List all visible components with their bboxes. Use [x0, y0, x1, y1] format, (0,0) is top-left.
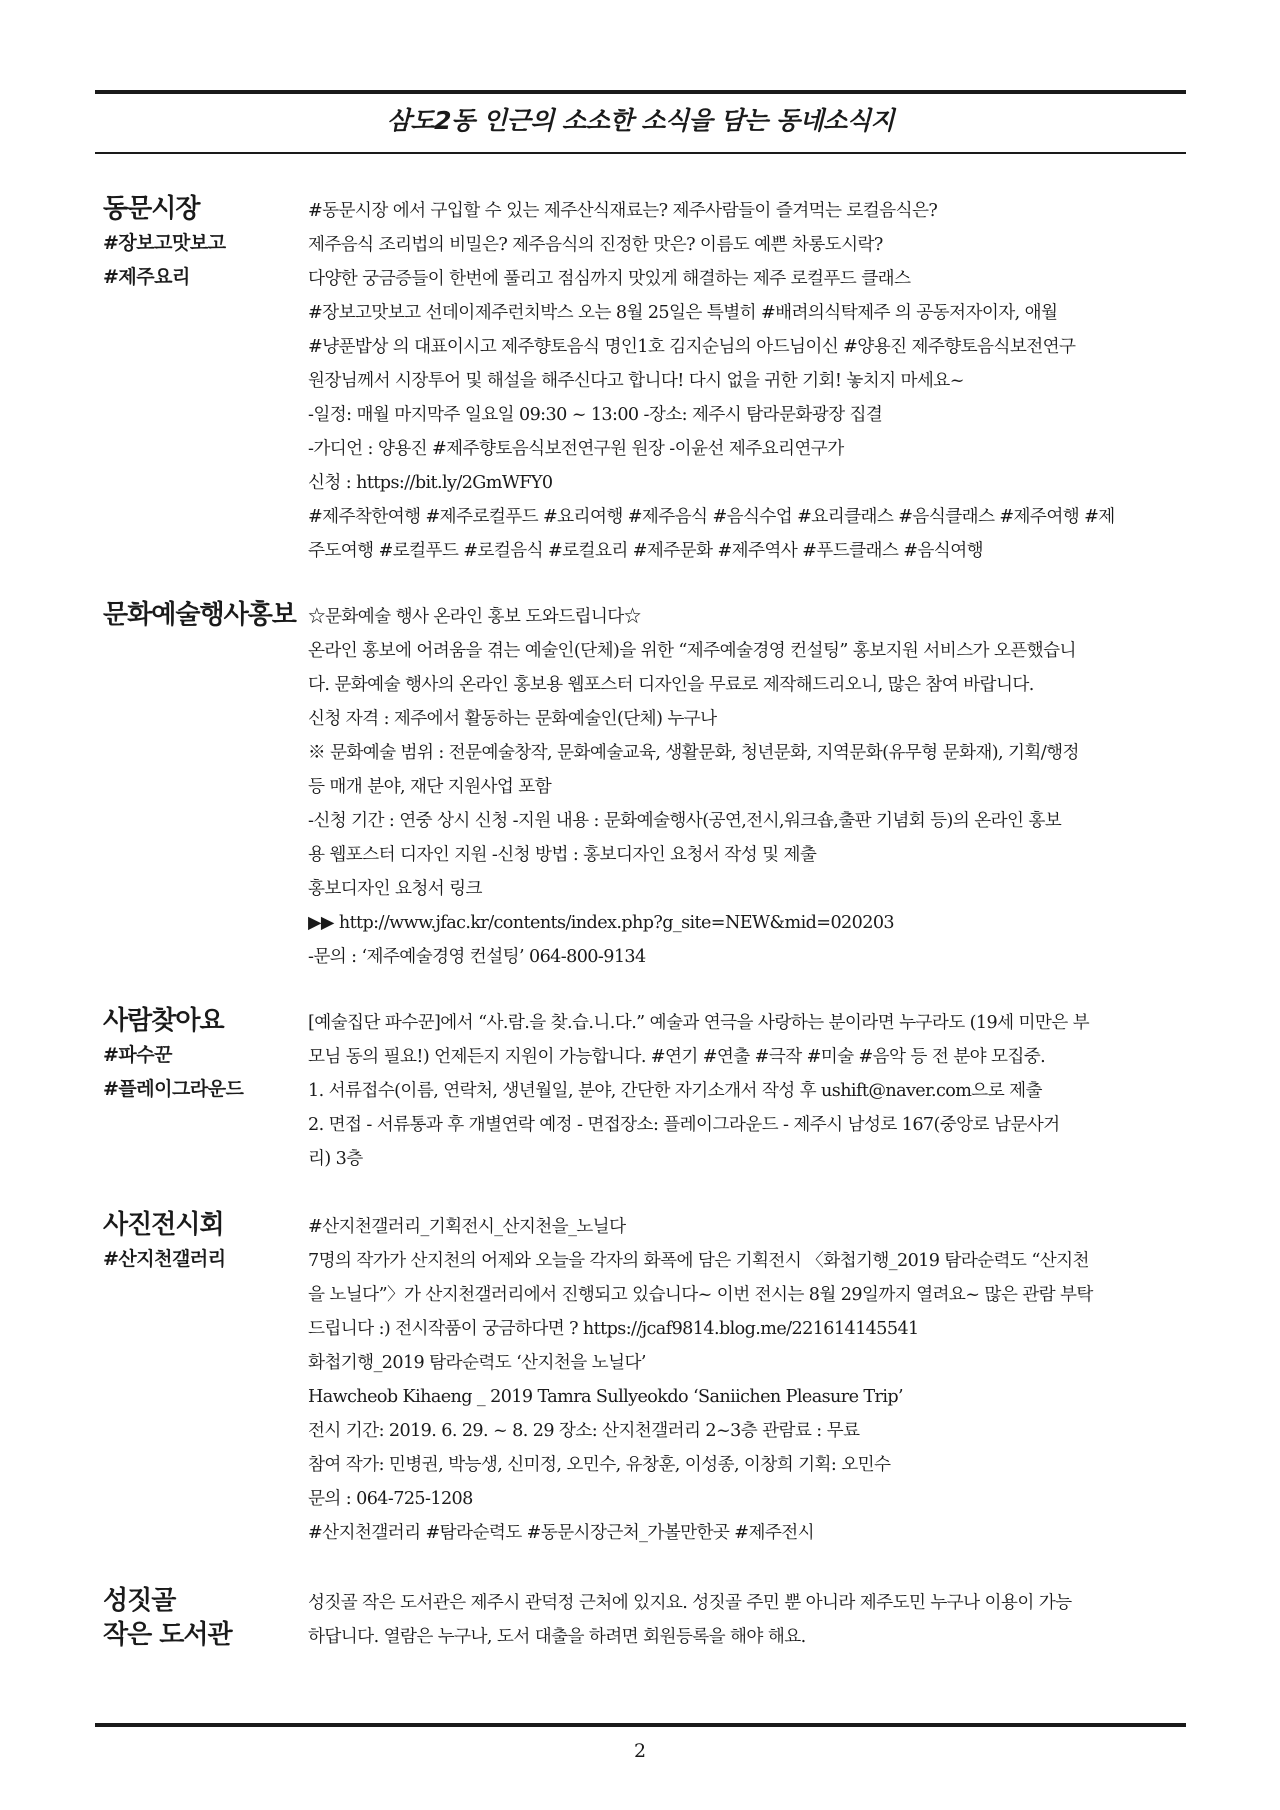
- body-line: ※ 문화예술 범위 : 전문예술창작, 문화예술교육, 생활문화, 청년문화, 지역문화(유무형 문화재), 기획/행정: [308, 743, 1079, 763]
- body-line: #냥푼밥상 의 대표이시고 제주향토음식 명인1호 김지순님의 아드님이신 #양용진 제주향토음식보전연구: [308, 337, 1076, 357]
- body-line: 원장님께서 시장투어 및 해설을 해주신다고 합니다! 다시 없을 귀한 기회! 놓치지 마세요~: [308, 371, 964, 391]
- body-line: 하답니다. 열람은 누구나, 도서 대출을 하려면 회원등록을 해야 해요.: [308, 1627, 806, 1647]
- body-line: 화첩기행_2019 탐라순력도 ‘산지천을 노닐다’: [308, 1353, 646, 1373]
- bottom-rule: [95, 1723, 1186, 1727]
- body-line: -가디언 : 양용진 #제주향토음식보전연구원 원장 -이윤선 제주요리연구가: [308, 439, 844, 459]
- body-line: 을 노닐다”〉가 산지천갤러리에서 진행되고 있습니다~ 이번 전시는 8월 29일까지 열려요~ 많은 관람 부탁: [308, 1285, 1093, 1305]
- body-line: 1. 서류접수(이름, 연락처, 생년월일, 분야, 간단한 자기소개서 작성 후 ushift@naver.com으로 제출: [308, 1081, 1042, 1101]
- hashtag: #산지천갤러리: [103, 1248, 226, 1270]
- section-heading: [103, 1004, 303, 1106]
- masthead-rule: [95, 152, 1186, 154]
- section-body: [308, 194, 1188, 568]
- hashtag: #제주요리: [103, 266, 190, 288]
- hashtag: #파수꾼: [103, 1044, 172, 1066]
- body-line: 주도여행 #로컬푸드 #로컬음식 #로컬요리 #제주문화 #제주역사 #푸드클래스 #음식여행: [308, 541, 983, 561]
- section-title-line2: 작은 도서관: [103, 1620, 232, 1650]
- body-line: -신청 기간 : 연중 상시 신청 -지원 내용 : 문화예술행사(공연,전시,워크숍,출판 기념회 등)의 온라인 홍보: [308, 811, 1062, 831]
- body-line: 2. 면접 - 서류통과 후 개별연락 예정 - 면접장소: 플레이그라운드 - 제주시 남성로 167(중앙로 남문사거: [308, 1115, 1060, 1135]
- hashtag: #플레이그라운드: [103, 1078, 244, 1100]
- body-line: #제주착한여행 #제주로컬푸드 #요리여행 #제주음식 #음식수업 #요리클래스 #음식클래스 #제주여행 #제: [308, 507, 1115, 527]
- body-line: 모님 동의 필요!) 언제든지 지원이 가능합니다. #연기 #연출 #극작 #미술 #음악 등 전 분야 모집중.: [308, 1047, 1046, 1067]
- body-line: 다양한 궁금증들이 한번에 풀리고 점심까지 맛있게 해결하는 제주 로컬푸드 클래스: [308, 269, 911, 289]
- signup-link[interactable]: 신청 : https://bit.ly/2GmWFY0: [308, 473, 553, 493]
- section-body: [308, 600, 1188, 974]
- masthead-title: 삼도2동 인근의 소소한 소식을 담는 동네소식지: [386, 106, 895, 135]
- section-title: 성짓골: [103, 1586, 176, 1616]
- section-title: 문화예술행사홍보: [103, 600, 296, 630]
- section-heading: [103, 598, 303, 632]
- section-title: 사람찾아요: [103, 1006, 224, 1036]
- body-line: #산지천갤러리_기획전시_산지천을_노닐다: [308, 1217, 626, 1237]
- body-line: 7명의 작가가 산지천의 어제와 오늘을 각자의 화폭에 담은 기획전시 〈화첩기행_2019 탐라순력도 “산지천: [308, 1251, 1089, 1271]
- section-body: [308, 1586, 1188, 1654]
- body-line: 참여 작가: 민병권, 박능생, 신미정, 오민수, 유창훈, 이성종, 이창희 기획: 오민수: [308, 1455, 891, 1475]
- body-line: 신청 자격 : 제주에서 활동하는 문화예술인(단체) 누구나: [308, 709, 717, 729]
- body-line: ☆문화예술 행사 온라인 홍보 도와드립니다☆: [308, 607, 641, 627]
- section-heading: [103, 1584, 303, 1652]
- section-body: [308, 1006, 1188, 1176]
- section-heading: [103, 1208, 303, 1276]
- body-line: 홍보디자인 요청서 링크: [308, 879, 482, 899]
- body-line: 문의 : 064-725-1208: [308, 1489, 473, 1509]
- body-line: [예술집단 파수꾼]에서 “사.람.을 찾.습.니.다.” 예술과 연극을 사랑하는 분이라면 누구라도 (19세 미만은 부: [308, 1013, 1090, 1033]
- page-number: 2: [633, 1740, 647, 1762]
- body-line: 용 웹포스터 디자인 지원 -신청 방법 : 홍보디자인 요청서 작성 및 제출: [308, 845, 817, 865]
- blog-link-line[interactable]: 드립니다 :) 전시작품이 궁금하다면 ? https://jcaf9814.blog.me/221614145541: [308, 1319, 919, 1339]
- body-line: 온라인 홍보에 어려움을 겪는 예술인(단체)을 위한 “제주예술경영 컨설팅” 홍보지원 서비스가 오픈했습니: [308, 641, 1076, 661]
- body-line: #장보고맛보고 선데이제주런치박스 오는 8월 25일은 특별히 #배려의식탁제주 의 공동저자이자, 애월: [308, 303, 1058, 323]
- body-line: 등 매개 분야, 재단 지원사업 포함: [308, 777, 552, 797]
- body-line: 제주음식 조리법의 비밀은? 제주음식의 진정한 맛은? 이름도 예쁜 차롱도시락?: [308, 235, 883, 255]
- section-body: [308, 1210, 1188, 1550]
- body-line: #동문시장 에서 구입할 수 있는 제주산식재료는? 제주사람들이 즐겨먹는 로컬음식은?: [308, 201, 938, 221]
- body-line: Hawcheob Kihaeng _ 2019 Tamra Sullyeokdo ‘Saniichen Pleasure Trip’: [308, 1387, 904, 1407]
- body-line: 다. 문화예술 행사의 온라인 홍보용 웹포스터 디자인을 무료로 제작해드리오니, 많은 참여 바랍니다.: [308, 675, 1034, 695]
- section-title: 사진전시회: [103, 1210, 224, 1240]
- body-line: 전시 기간: 2019. 6. 29. ~ 8. 29 장소: 산지천갤러리 2~3층 관람료 : 무료: [308, 1421, 860, 1441]
- section-title: 동문시장: [103, 194, 200, 224]
- body-line: 성짓골 작은 도서관은 제주시 관덕정 근처에 있지요. 성짓골 주민 뿐 아니라 제주도민 누구나 이용이 가능: [308, 1593, 1072, 1613]
- body-line: 리) 3층: [308, 1149, 363, 1169]
- hashtag: #장보고맛보고: [103, 232, 226, 254]
- body-line: #산지천갤러리 #탐라순력도 #동문시장근처_가볼만한곳 #제주전시: [308, 1523, 815, 1543]
- section-heading: [103, 192, 303, 294]
- request-form-link[interactable]: ▶▶ http://www.jfac.kr/contents/index.php?g_site=NEW&mid=020203: [308, 913, 895, 933]
- body-line: -일정: 매월 마지막주 일요일 09:30 ~ 13:00 -장소: 제주시 탐라문화광장 집결: [308, 405, 883, 425]
- body-line: -문의 : ‘제주예술경영 컨설팅’ 064-800-9134: [308, 947, 646, 967]
